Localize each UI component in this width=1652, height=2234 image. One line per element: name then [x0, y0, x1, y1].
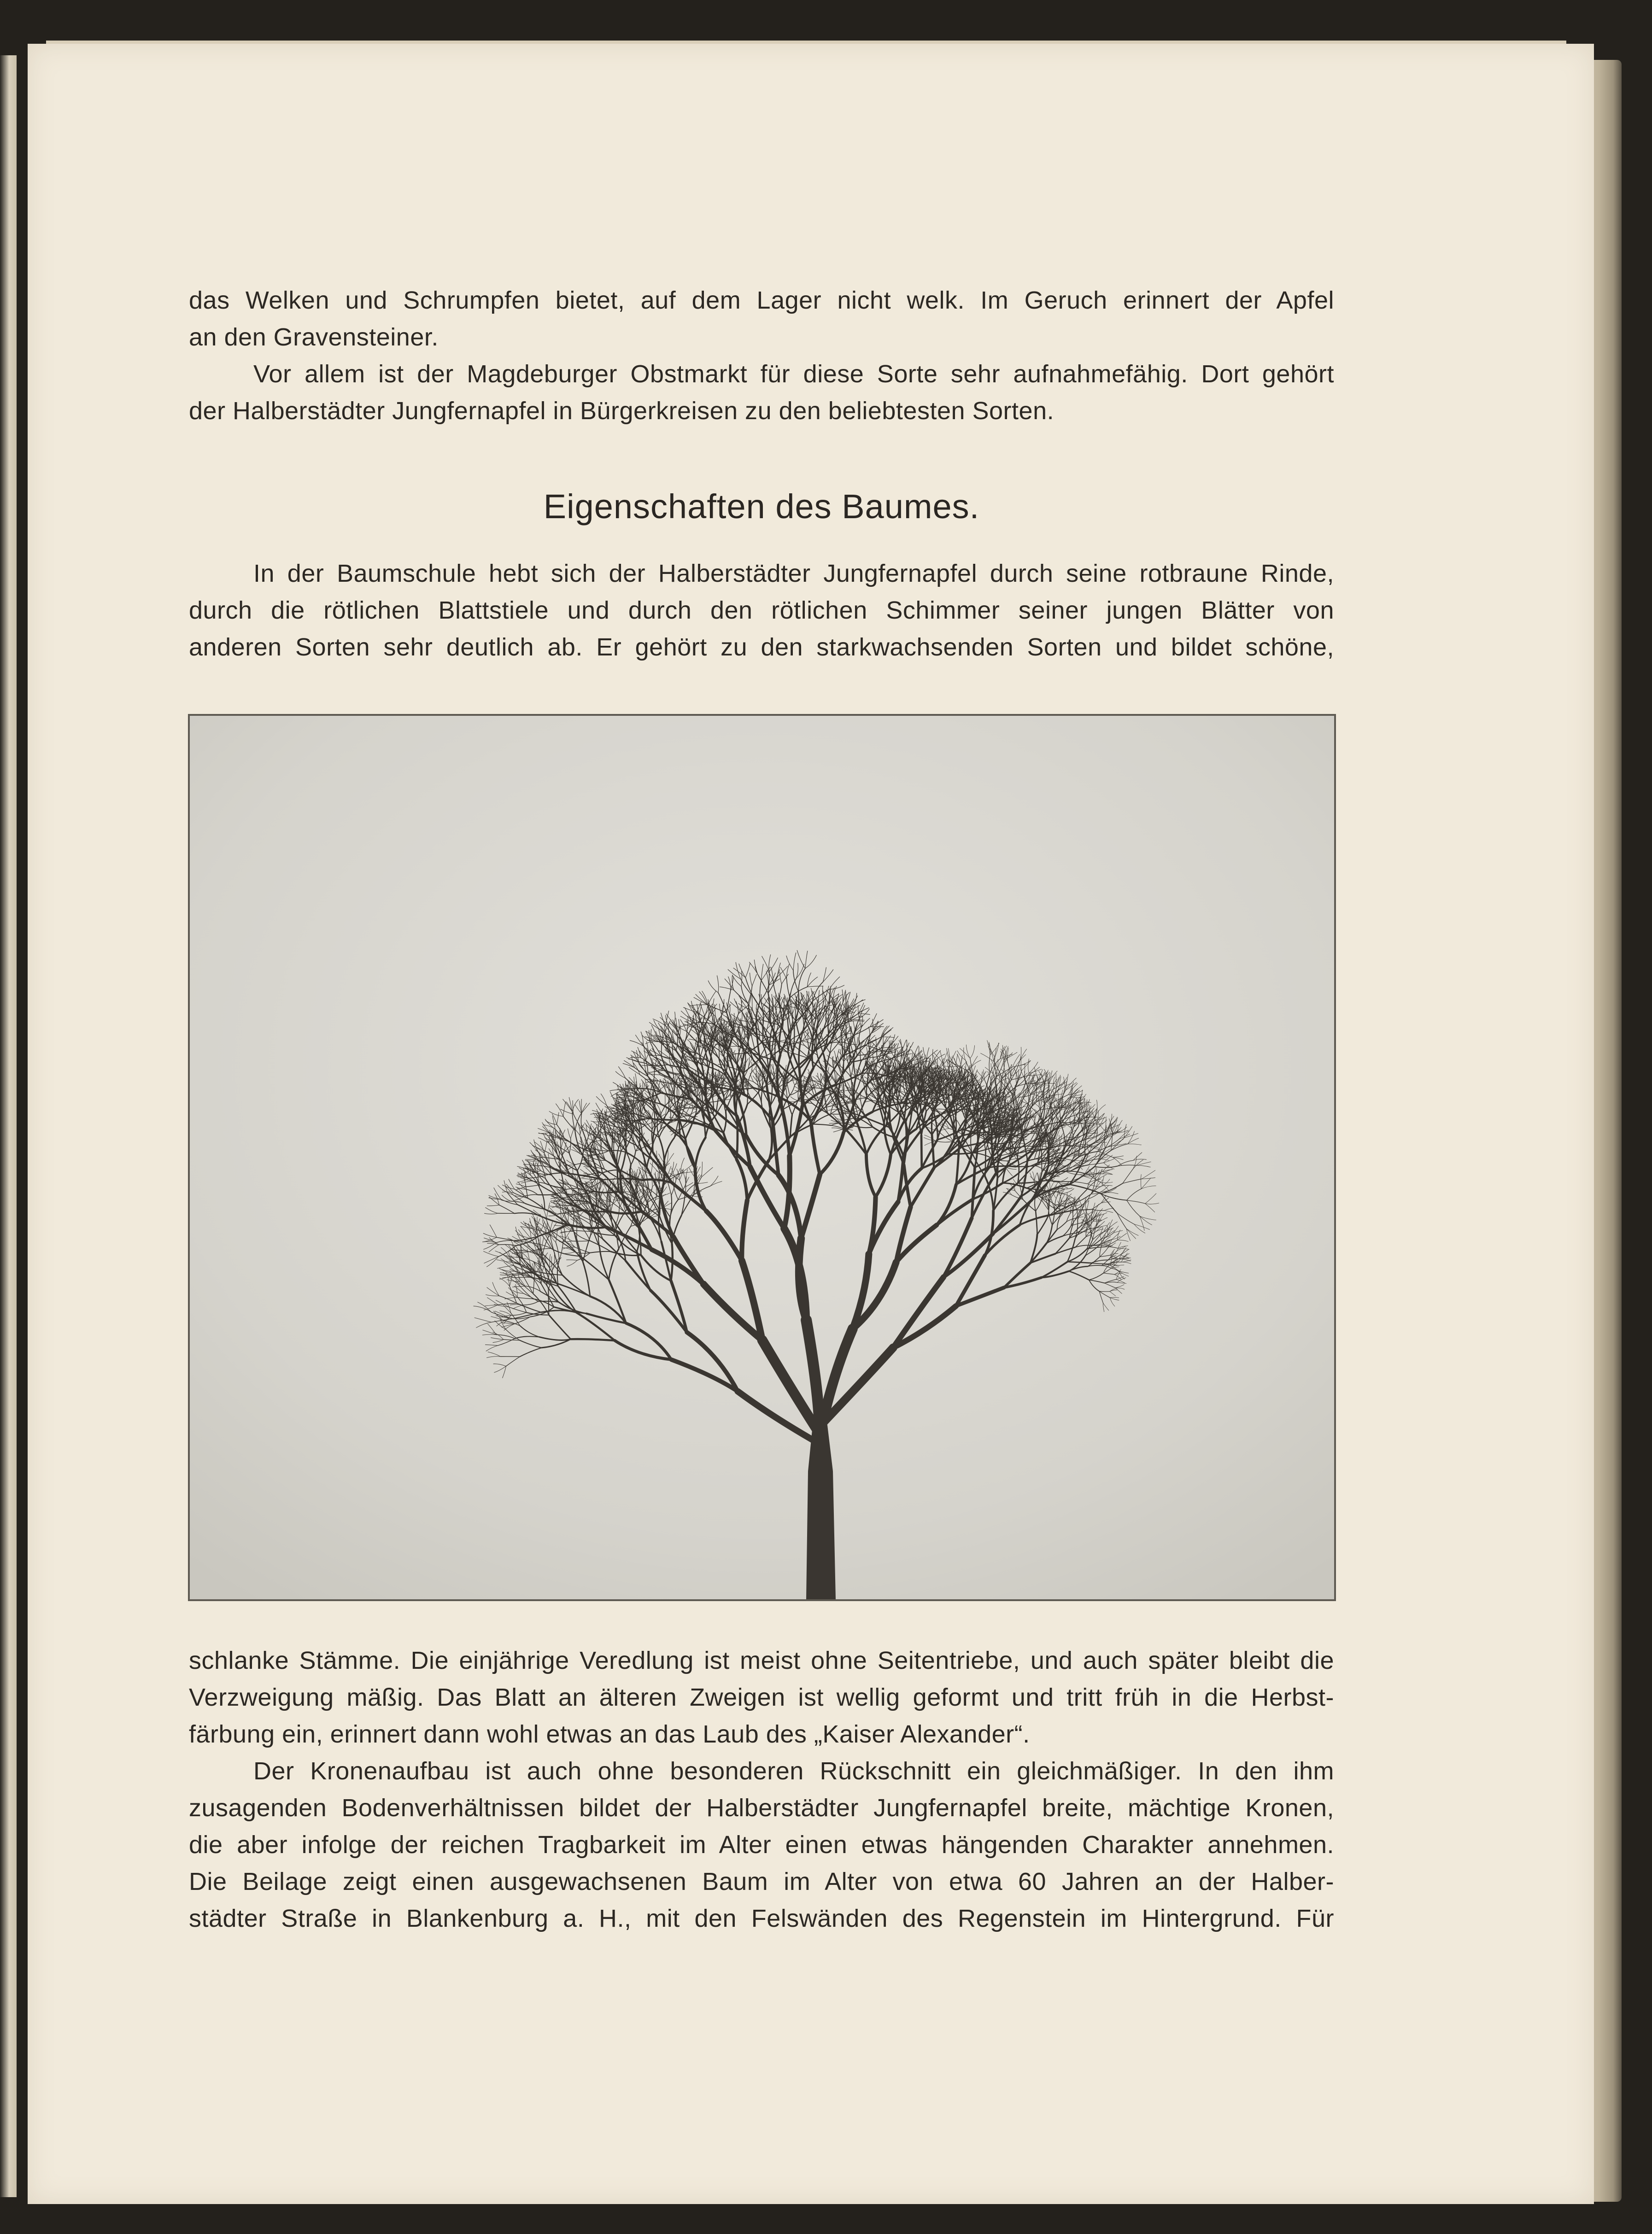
text-block-bottom	[189, 1642, 1334, 1937]
text-line: schlanke Stämme. Die einjährige Veredlung ist meist ohne Seitentriebe, und auch später bleibt die	[189, 1647, 1334, 1674]
text-line: Die Beilage zeigt einen ausgewachsenen Baum im Alter von etwa 60 Jahren an der Halber-	[189, 1868, 1334, 1895]
text-line: In der Baumschule hebt sich der Halberstädter Jungfernapfel durch seine rotbraune Rinde,	[253, 560, 1334, 587]
text-line: der Halberstädter Jungfernapfel in Bürgerkreisen zu den beliebtesten Sorten.	[189, 397, 1054, 425]
tree-illustration	[190, 716, 1334, 1599]
text-line: Vor allem ist der Magdeburger Obstmarkt für diese Sorte sehr aufnahmefähig. Dort gehört	[253, 360, 1334, 388]
text-line: städter Straße in Blankenburg a. H., mit den Felswänden des Regenstein im Hintergrund. Für	[189, 1905, 1334, 1932]
text-line: zusagenden Bodenverhältnissen bildet der Halberstädter Jungfernapfel breite, mächtige Kronen,	[189, 1794, 1334, 1822]
text-line: anderen Sorten sehr deutlich ab. Er gehört zu den starkwachsenden Sorten und bildet schöne,	[189, 633, 1334, 661]
text-line: die aber infolge der reichen Tragbarkeit im Alter einen etwas hängenden Charakter annehmen.	[189, 1831, 1334, 1859]
previous-page-edge	[0, 55, 17, 2197]
text-block-intro	[189, 555, 1334, 666]
text-line: durch die rötlichen Blattstiele und durch den rötlichen Schimmer seiner jungen Blätter von	[189, 597, 1334, 624]
text-block-top	[189, 282, 1334, 429]
text-line: färbung ein, erinnert dann wohl etwas an das Laub des „Kaiser Alexander“.	[189, 1720, 1030, 1748]
text-line: Der Kronenaufbau ist auch ohne besonderen Rückschnitt ein gleichmäßiger. In den ihm	[253, 1757, 1334, 1785]
text-line: das Welken und Schrumpfen bietet, auf dem Lager nicht welk. Im Geruch erinnert der Apfel	[189, 287, 1334, 314]
section-heading: Eigenschaften des Baumes.	[543, 487, 980, 526]
text-line: Verzweigung mäßig. Das Blatt an älteren Zweigen ist wellig geformt und tritt früh in die Herbst-	[189, 1684, 1334, 1711]
tree-photograph	[188, 714, 1336, 1601]
text-line: an den Gravensteiner.	[189, 323, 439, 351]
